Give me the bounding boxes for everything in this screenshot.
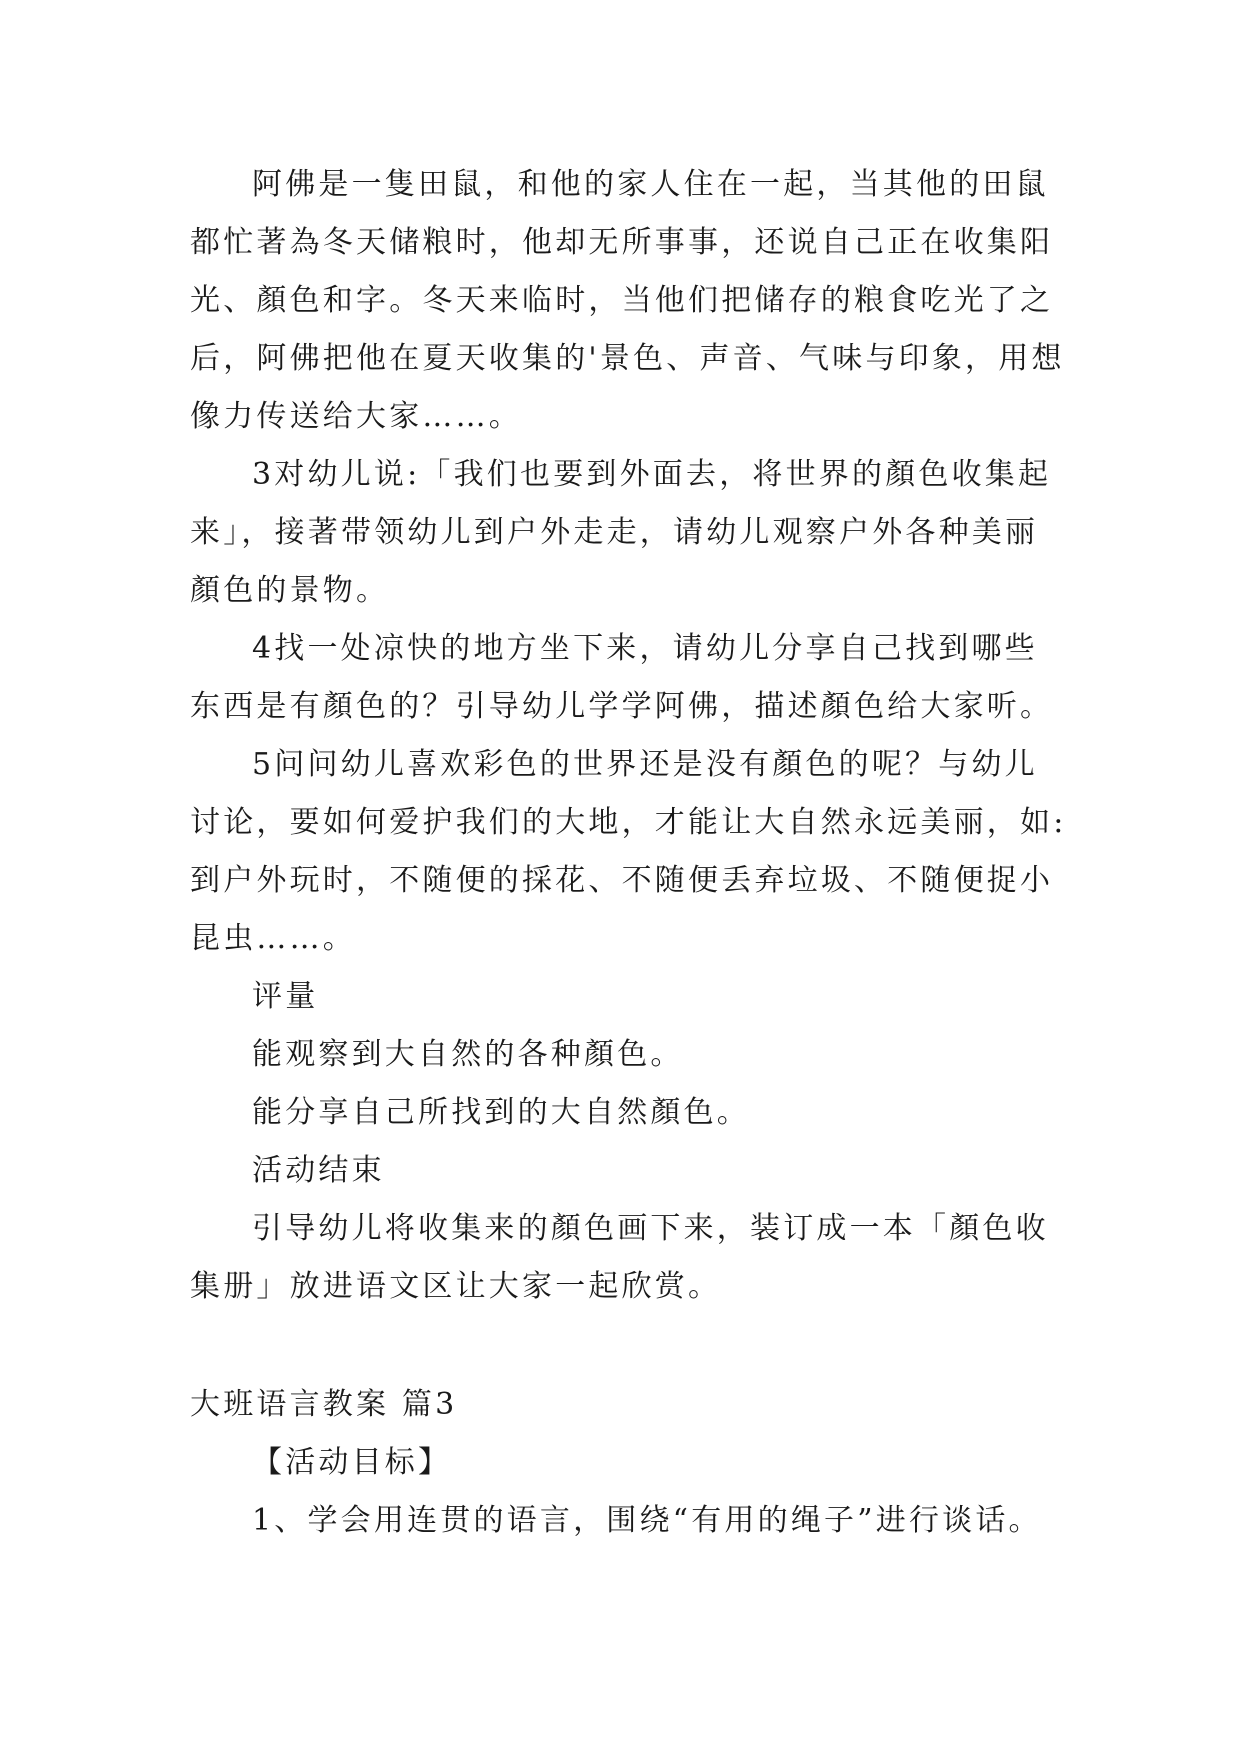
heading-activity-goals: 【活动目标】 xyxy=(252,1445,452,1480)
paragraph-activity-end: 引导幼儿将收集来的顏色画下来，装订成一本「顏色收集册」放进语文区让大家一起欣赏。 xyxy=(190,1211,1049,1304)
section-title: 大班语言教案 篇3 xyxy=(190,1387,458,1422)
heading-evaluation: 评量 xyxy=(252,979,319,1014)
document-body xyxy=(190,156,1070,1550)
evaluation-item-2: 能分享自己所找到的大自然顏色。 xyxy=(252,1095,750,1130)
paragraph-step-5: 5问问幼儿喜欢彩色的世界还是没有顏色的呢？与幼儿讨论，要如何爱护我们的大地，才能让大自然永远美丽，如:到户外玩时，不随便的採花、不随便丢弃垃圾、不随便捉小昆虫……。 xyxy=(190,747,1067,956)
paragraph-step-4: 4找一处凉快的地方坐下来，请幼儿分享自己找到哪些东西是有顏色的？引导幼儿学学阿佛，描述顏色给大家听。 xyxy=(190,631,1054,724)
paragraph-step-3: 3对幼儿说:「我们也要到外面去，将世界的顏色收集起来」，接著带领幼儿到户外走走，请幼儿观察户外各种美丽顏色的景物。 xyxy=(190,457,1052,608)
goal-item-1: 1、学会用连贯的语言，围绕“有用的绳子”进行谈话。 xyxy=(252,1503,1042,1538)
paragraph-story-summary: 阿佛是一隻田鼠，和他的家人住在一起，当其他的田鼠都忙著為冬天储粮时，他却无所事事，还说自己正在收集阳光、顏色和字。冬天来临时，当他们把储存的粮食吃光了之后，阿佛把他在夏天收集的'景色、声音、气味与印象，用想像力传送给大家……。 xyxy=(190,167,1065,434)
heading-activity-end: 活动结束 xyxy=(252,1153,385,1188)
evaluation-item-1: 能观察到大自然的各种顏色。 xyxy=(252,1037,684,1072)
